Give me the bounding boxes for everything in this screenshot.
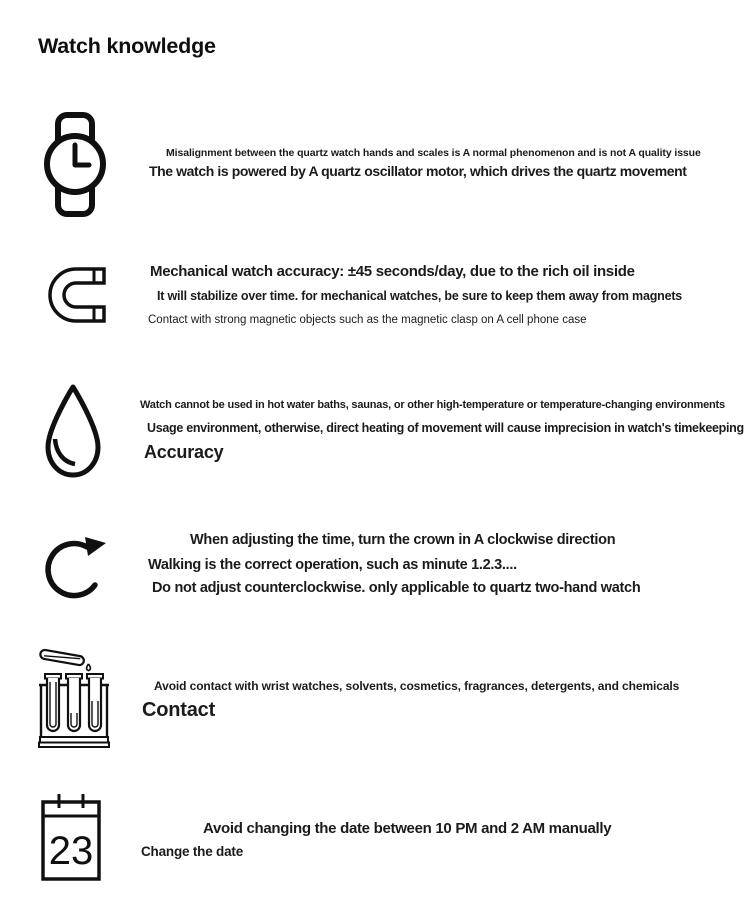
section-keyword: Contact <box>142 699 216 721</box>
info-line: The watch is powered by A quartz oscillator motor, which drives the quartz movement <box>149 163 687 179</box>
page-title: Watch knowledge <box>38 34 216 58</box>
chemical-test-tubes-icon <box>38 645 110 749</box>
info-line: Watch cannot be used in hot water baths, saunas, or other high-temperature or temperature-changing environments <box>140 399 725 411</box>
water-drop-icon <box>43 383 103 479</box>
wristwatch-icon <box>44 112 106 217</box>
info-line: Walking is the correct operation, such as minute 1.2.3.... <box>148 557 517 573</box>
info-line: It will stabilize over time. for mechanical watches, be sure to keep them away from magnets <box>157 289 683 303</box>
info-line: When adjusting the time, turn the crown in A clockwise direction <box>190 532 616 548</box>
info-line: Contact with strong magnetic objects such as the magnetic clasp on A cell phone case <box>148 314 587 326</box>
magnet-icon <box>46 267 108 325</box>
info-line: Avoid contact with wrist watches, solvents, cosmetics, fragrances, detergents, and chemicals <box>154 679 680 693</box>
calendar-icon <box>40 793 102 882</box>
info-line: Avoid changing the date between 10 PM and 2 AM manually <box>203 820 612 837</box>
info-line: Do not adjust counterclockwise. only applicable to quartz two-hand watch <box>152 580 641 596</box>
info-line: Misalignment between the quartz watch hands and scales is A normal phenomenon and is not A quality issue <box>166 147 701 159</box>
section-keyword: Accuracy <box>144 442 224 462</box>
clockwise-rotation-icon <box>42 526 108 608</box>
calendar-day-number: 23 <box>48 829 94 873</box>
info-line: Change the date <box>141 844 244 859</box>
info-line: Usage environment, otherwise, direct heating of movement will cause imprecision in watch's timekeeping <box>147 421 744 435</box>
info-line: Mechanical watch accuracy: ±45 seconds/day, due to the rich oil inside <box>150 263 635 280</box>
